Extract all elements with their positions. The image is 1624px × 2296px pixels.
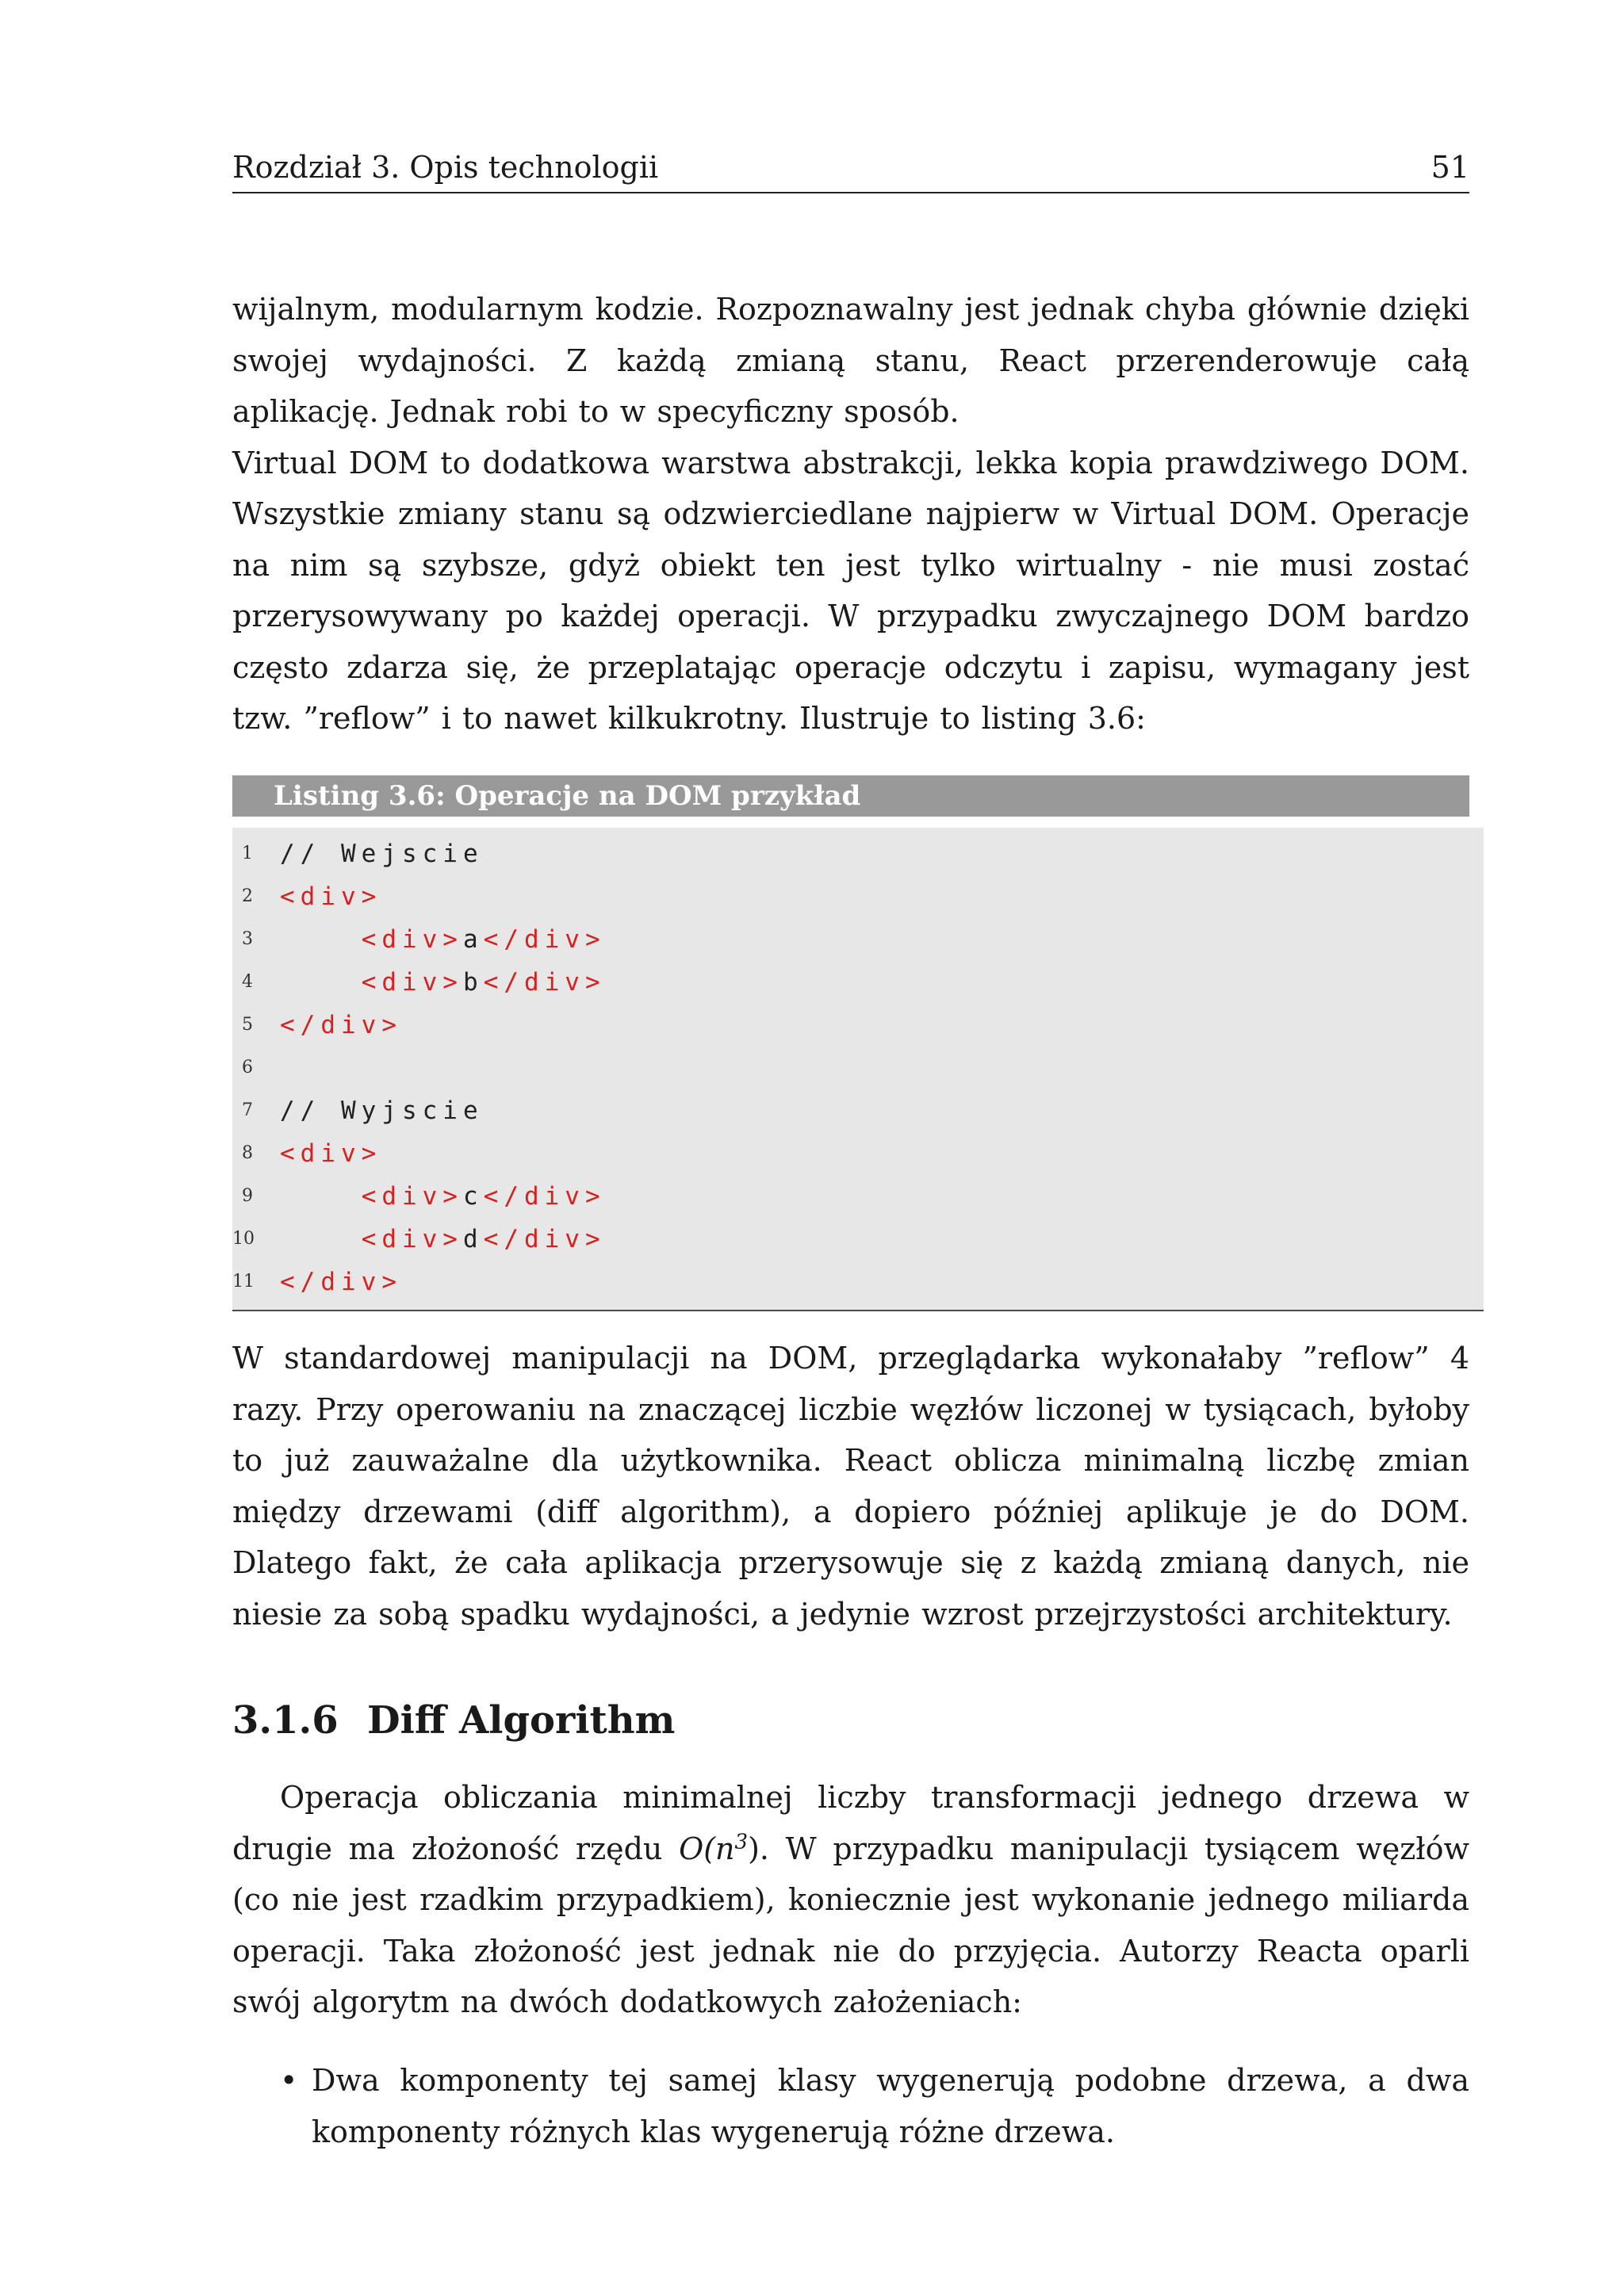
- code-text: [280, 1175, 606, 1218]
- line-number: 9: [242, 1186, 253, 1206]
- chapter-title: Rozdział 3. Opis technologii: [232, 150, 659, 185]
- code-tag-open: <div>: [361, 1225, 463, 1253]
- code-tag-close: </div>: [483, 1182, 606, 1211]
- code-text: [280, 1004, 402, 1047]
- line-number: 1: [242, 844, 253, 863]
- code-content: c: [462, 1182, 484, 1211]
- line-number: 5: [242, 1015, 253, 1035]
- bullet-icon: •: [280, 2063, 298, 2098]
- line-number: 2: [242, 886, 253, 906]
- complexity-math: [679, 1831, 748, 1866]
- paragraph-complexity: [232, 1772, 1469, 2028]
- code-content: b: [462, 968, 484, 997]
- code-tag-open: </div>: [280, 1011, 402, 1039]
- code-tag-open: <div>: [280, 1139, 382, 1168]
- code-text: [280, 1218, 606, 1261]
- code-content: d: [462, 1225, 484, 1253]
- section-heading: [232, 1697, 675, 1744]
- code-indent: [280, 1225, 362, 1253]
- code-tag-open: <div>: [361, 968, 463, 997]
- page-number: 51: [1431, 150, 1469, 185]
- math-close: ): [748, 1831, 760, 1866]
- line-number: 3: [242, 929, 253, 949]
- bullet-list-item: [232, 2055, 1469, 2157]
- code-tag-close: </div>: [483, 968, 606, 997]
- page-header: [232, 147, 1469, 187]
- code-tag-close: </div>: [483, 925, 606, 954]
- line-number: 4: [242, 972, 253, 992]
- math-base: O(n: [679, 1831, 735, 1866]
- code-pre: // Wejscie: [280, 840, 484, 868]
- code-tag-open: </div>: [280, 1268, 402, 1296]
- code-text: [280, 1261, 402, 1303]
- line-number: 8: [242, 1143, 253, 1163]
- code-text: [280, 1132, 381, 1175]
- code-tag-open: <div>: [361, 1182, 463, 1211]
- code-tag-open: <div>: [361, 925, 463, 954]
- code-text: [280, 1089, 484, 1132]
- code-listing: [232, 828, 1484, 1311]
- code-text: [280, 961, 606, 1004]
- listing-caption: Listing 3.6: Operacje na DOM przykład: [232, 775, 1469, 817]
- code-indent: [280, 925, 362, 954]
- code-text: [280, 875, 381, 918]
- code-tag-open: <div>: [280, 882, 382, 911]
- code-indent: [280, 1182, 362, 1211]
- paragraph-line-group: wijalnym, modularnym kodzie. Rozpoznawalny jest jednak chyba głównie dzięki swojej wydajności. Z każdą zmianą stanu, React przerenderowuje całą aplikację. Jednak robi to w specyficzny sposób.: [232, 292, 1469, 429]
- bullet-text: Dwa komponenty tej samej klasy wygenerują podobne drzewa, a dwa komponenty różnych klas wygenerują różne drzewa.: [312, 2063, 1469, 2149]
- math-exponent: 3: [734, 1829, 749, 1854]
- code-tag-close: </div>: [483, 1225, 606, 1253]
- complexity-text-before: Operacja obliczania minimalnej liczby transformacji jednego drzewa w drugie ma złożoność rzędu: [232, 1780, 1469, 1866]
- line-number: 7: [242, 1100, 253, 1120]
- paragraph-line-group: Virtual DOM to dodatkowa warstwa abstrakcji, lekka kopia prawdziwego DOM. Wszystkie zmiany stanu są odzwierciedlane najpierw w Virtual DOM. Operacje na nim są szybsze, gdyż obiekt ten jest tylko wirtualny - nie musi zostać przerysowywany po każdej operacji. W przypadku zwyczajnego DOM bardzo często zdarza się, że przeplatając operacje odczytu i zapisu, wymagany jest tzw. ”reflow” i to nawet kilkukrotny. Ilustruje to listing 3.6:: [232, 445, 1469, 736]
- paragraph-reflow: W standardowej manipulacji na DOM, przeglądarka wykonałaby ”reflow” 4 razy. Przy operowaniu na znaczącej liczbie węzłów liczonej w tysiącach, byłoby to już zauważalne dla użytkownika. React oblicza minimalną liczbę zmian między drzewami (diff algorithm), a dopiero później aplikuje je do DOM. Dlatego fakt, że cała aplikacja przerysowuje się z każdą zmianą danych, nie niesie za sobą spadku wydajności, a jedynie wzrost przejrzystości architektury.: [232, 1341, 1469, 1632]
- code-indent: [280, 968, 362, 997]
- code-content: a: [462, 925, 484, 954]
- header-rule: [232, 192, 1469, 193]
- paragraph-virtual-dom: [232, 284, 1469, 744]
- complexity-text-after: . W przypadku manipulacji tysiącem węzłów (co nie jest rzadkim przypadkiem), koniecznie jest wykonanie jednego miliarda operacji. Taka złożoność jest jednak nie do przyjęcia. Autorzy Reacta oparli swój algorytm na dwóch dodatkowych założeniach:: [232, 1831, 1469, 2019]
- line-number: 11: [232, 1272, 255, 1292]
- code-text: [280, 832, 484, 875]
- code-text: [280, 918, 606, 961]
- section-number: 3.1.6: [232, 1698, 339, 1743]
- code-pre: // Wyjscie: [280, 1096, 484, 1125]
- line-number: 10: [232, 1229, 255, 1249]
- section-title: Diff Algorithm: [367, 1698, 676, 1743]
- line-number: 6: [242, 1058, 253, 1077]
